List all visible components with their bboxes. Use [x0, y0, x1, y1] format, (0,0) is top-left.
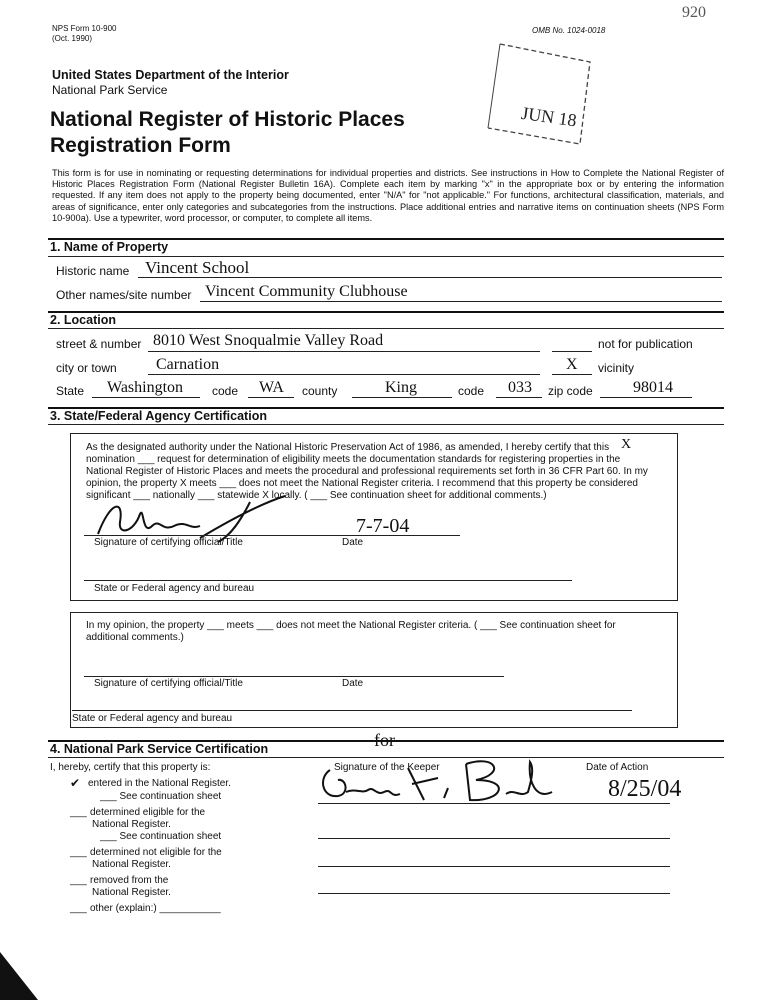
- vicinity-mark: X: [566, 356, 578, 373]
- received-stamp: [470, 40, 600, 150]
- state-label: State: [56, 384, 85, 398]
- section2-heading: 2. Location: [50, 313, 116, 327]
- opinion-bureau-label: State or Federal agency and bureau: [72, 713, 233, 724]
- cert-text-3: National Register of Historic Places and meets the procedural and professional requirements set forth in 36 CFR Part 60. In my: [86, 466, 648, 477]
- action-date-label: Date of Action: [586, 762, 649, 773]
- item-not-eligible-mark[interactable]: ___: [70, 847, 87, 858]
- bureau-label: State or Federal agency and bureau: [94, 583, 255, 594]
- item-removed-mark[interactable]: ___: [70, 875, 87, 886]
- title-line-2: Registration Form: [50, 134, 231, 157]
- state-code-value: WA: [259, 379, 284, 396]
- service: National Park Service: [52, 83, 168, 97]
- zip-label: zip code: [548, 384, 593, 398]
- city-label: city or town: [56, 361, 117, 375]
- item-entered-label: entered in the National Register.: [88, 778, 231, 789]
- opinion-text-2: additional comments.): [86, 632, 184, 643]
- other-names-label: Other names/site number: [56, 288, 192, 302]
- opinion-text-1: In my opinion, the property ___ meets ___ does not meet the National Register criteria. ( ___ See continuation sheet for: [86, 620, 616, 631]
- instructions: This form is for use in nominating or requesting determinations for individual properties and districts. See instructions in How to Complete the National Register of Historic Places Registration Form (National Register Bulletin 16A). Complete each item by marking "x" in the appropriate box or by entering the information requested. If any item does not apply to the property being documented, enter "N/A" for "not applicable." For functions, architectural classification, materials, and areas of significance, enter only categories and subcategories from the instructions. Place additional entries and narrative items on continuation sheets (NPS Form 10-900a). Use a typewriter, word processor, or computer, to complete all items.: [52, 168, 724, 223]
- street-value: 8010 West Snoqualmie Valley Road: [153, 332, 384, 349]
- item-removed-label: removed from the: [90, 875, 169, 886]
- item-other-mark[interactable]: ___: [70, 903, 87, 914]
- state-value: Washington: [107, 379, 184, 396]
- item-eligible-continuation: ___ See continuation sheet: [100, 831, 222, 842]
- cert-text-2: nomination ___ request for determination of eligibility meets the documentation standards for registering properties in the: [86, 454, 621, 465]
- historic-name-label: Historic name: [56, 264, 130, 278]
- stamp-date: JUN 18: [520, 102, 578, 131]
- item-not-eligible-label: determined not eligible for the: [90, 847, 222, 858]
- page-corner-triangle: [0, 952, 40, 1000]
- street-label: street & number: [56, 337, 142, 351]
- county-code-label: code: [458, 384, 485, 398]
- certifying-date-value: 7-7-04: [356, 515, 410, 537]
- section4-heading: 4. National Park Service Certification: [50, 742, 269, 756]
- county-code-value: 033: [508, 379, 532, 396]
- item-entered-continuation: ___ See continuation sheet: [100, 791, 222, 802]
- form-date: (Oct. 1990): [52, 34, 93, 43]
- state-code-label: code: [212, 384, 239, 398]
- cert-text-5: significant ___ nationally ___ statewide X locally. ( ___ See continuation sheet for additional comments.): [86, 490, 547, 501]
- item-not-eligible-label-2: National Register.: [92, 859, 171, 870]
- department: United States Department of the Interior: [52, 68, 289, 82]
- cert-mark-x: X: [621, 437, 632, 452]
- certifying-date-label: Date: [342, 537, 364, 548]
- omb-number: OMB No. 1024-0018: [532, 26, 606, 35]
- not-for-publication-label: not for publication: [598, 337, 693, 351]
- other-names-value: Vincent Community Clubhouse: [205, 283, 408, 300]
- item-entered-mark[interactable]: ✔: [70, 776, 81, 790]
- item-eligible-mark[interactable]: ___: [70, 807, 87, 818]
- certifying-signature-label: Signature of certifying official/Title: [94, 537, 243, 548]
- county-label: county: [302, 384, 338, 398]
- item-eligible-label-2: National Register.: [92, 819, 171, 830]
- item-eligible-label: determined eligible for the: [90, 807, 206, 818]
- county-value: King: [385, 379, 417, 396]
- zip-value: 98014: [633, 379, 673, 396]
- section3-heading: 3. State/Federal Agency Certification: [50, 409, 267, 423]
- vicinity-label: vicinity: [598, 361, 635, 375]
- cert-text-1: As the designated authority under the National Historic Preservation Act of 1986, as amended, I hereby certify that this: [86, 442, 610, 453]
- item-other-label: other (explain:) ___________: [90, 903, 221, 914]
- opinion-date-label: Date: [342, 678, 364, 689]
- form-number: NPS Form 10-900: [52, 24, 117, 33]
- keeper-signature: [316, 748, 566, 808]
- opinion-signature-label: Signature of certifying official/Title: [94, 678, 243, 689]
- for-note: for: [374, 730, 395, 750]
- title-line-1: National Register of Historic Places: [50, 108, 405, 131]
- action-date-value: 8/25/04: [608, 776, 682, 802]
- section1-heading: 1. Name of Property: [50, 240, 169, 254]
- corner-note: 920: [682, 4, 706, 21]
- item-removed-label-2: National Register.: [92, 887, 171, 898]
- city-value: Carnation: [156, 356, 220, 373]
- cert-text-4: opinion, the property X meets ___ does not meet the National Register criteria. I recommend that this property be considered: [86, 478, 638, 489]
- historic-name-value: Vincent School: [145, 258, 250, 277]
- nps-intro: I, hereby, certify that this property is:: [50, 762, 211, 773]
- keeper-label: Signature of the Keeper: [334, 762, 440, 773]
